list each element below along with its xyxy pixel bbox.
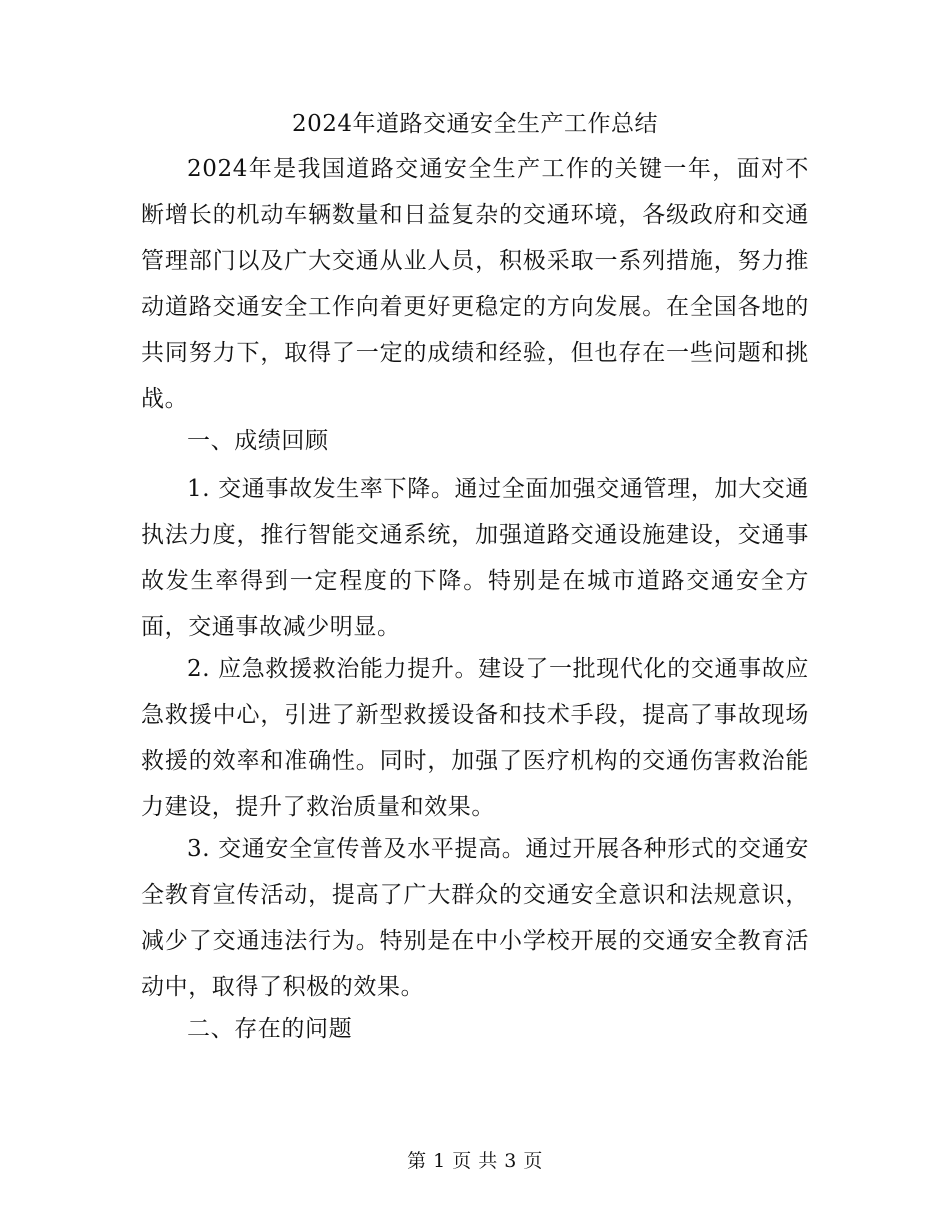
document-title: 2024年道路交通安全生产工作总结 <box>291 111 659 137</box>
section-heading-problems: 二、存在的问题 <box>187 1016 353 1042</box>
intro-paragraph: 2024年是我国道路交通安全生产工作的关键一年，面对不断增长的机动车辆数量和日益复杂的交通环境，各级政府和交通管理部门以及广大交通从业人员，积极采取一系列措施，努力推动道路交通安全工作向着更好更稳定的方向发展。在全国各地的共同努力下，取得了一定的成绩和经验，但也存在一些问题和挑战。 <box>141 156 809 412</box>
section-heading-achievements: 一、成绩回顾 <box>187 428 329 454</box>
page-footer: 第 1 页 共 3 页 <box>407 1150 543 1172</box>
achievement-item-1: 1. 交通事故发生率下降。通过全面加强交通管理，加大交通执法力度，推行智能交通系统，加强道路交通设施建设，交通事故发生率得到一定程度的下降。特别是在城市道路交通安全方面，交通事故减少明显。 <box>141 476 809 640</box>
achievement-item-3: 3. 交通安全宣传普及水平提高。通过开展各种形式的交通安全教育宣传活动，提高了广大群众的交通安全意识和法规意识，减少了交通违法行为。特别是在中小学校开展的交通安全教育活动中，取得了积极的效果。 <box>141 836 809 1000</box>
achievement-item-2: 2. 应急救援救治能力提升。建设了一批现代化的交通事故应急救援中心，引进了新型救援设备和技术手段，提高了事故现场救援的效率和准确性。同时，加强了医疗机构的交通伤害救治能力建设，提升了救治质量和效果。 <box>141 656 809 820</box>
